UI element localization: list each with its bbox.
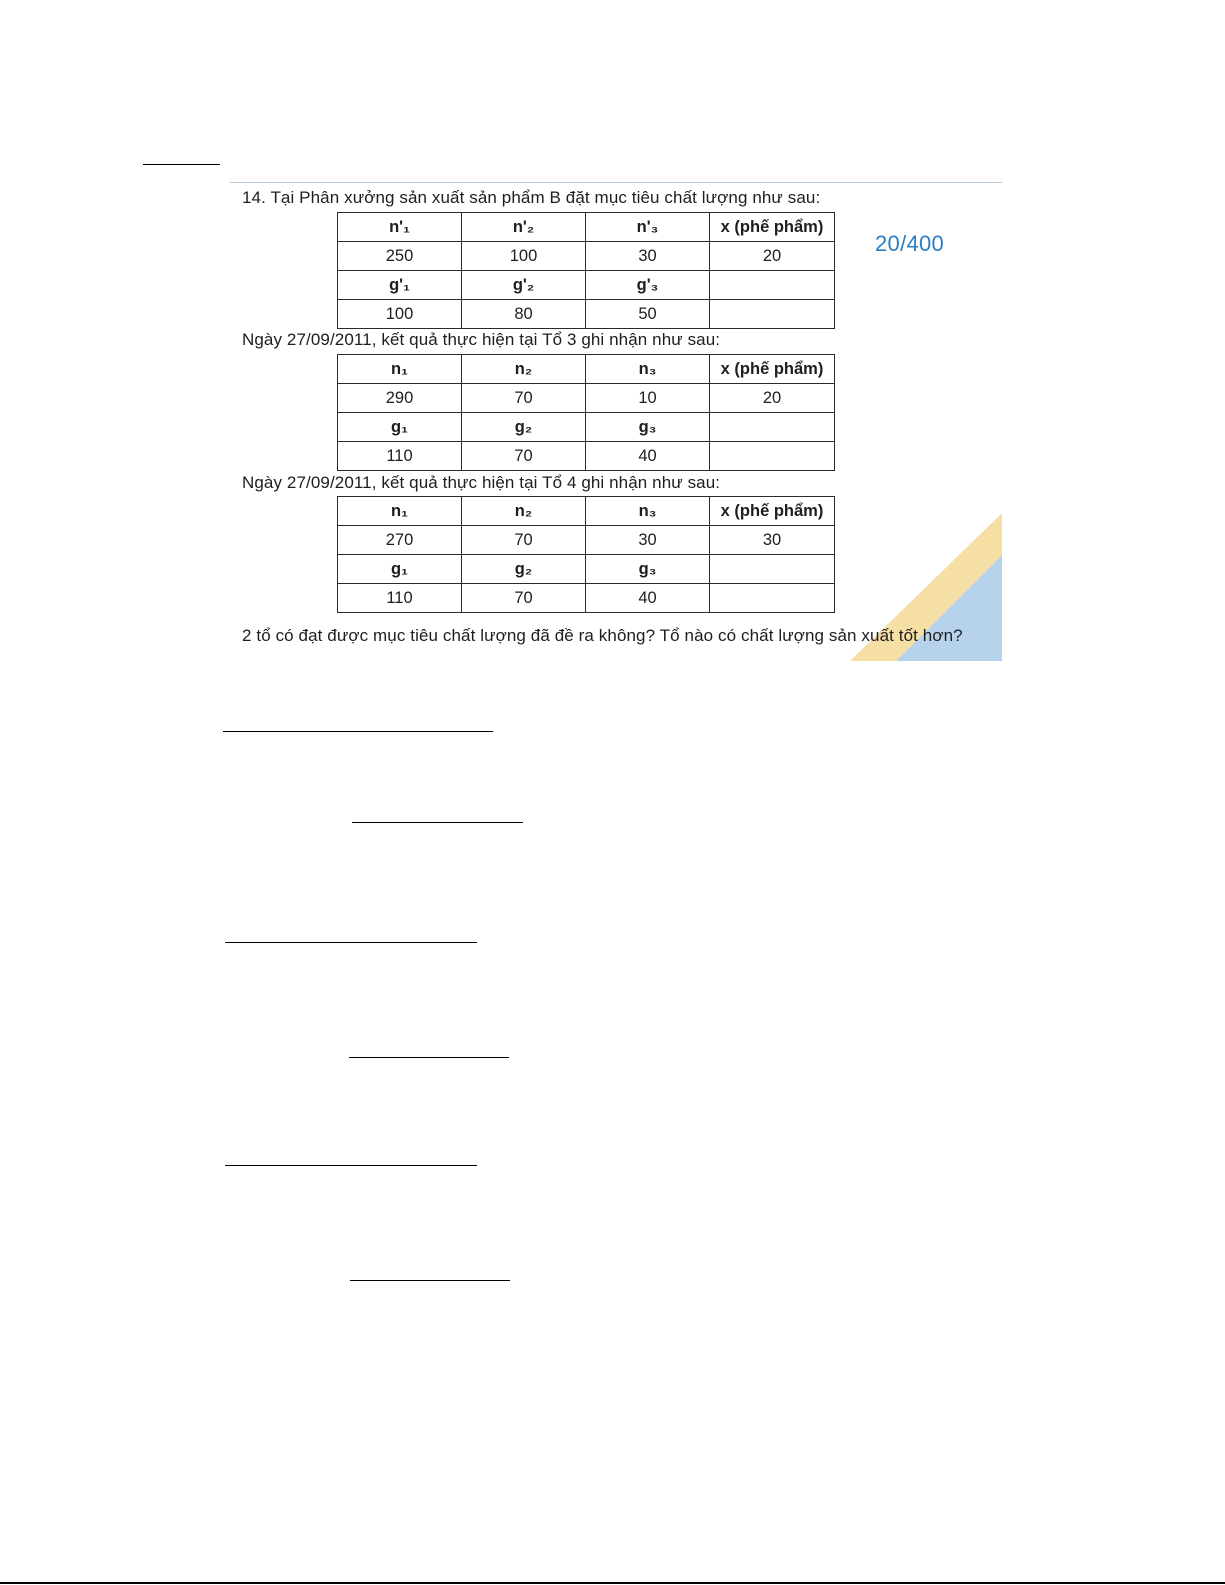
table-cell: 20 [710,242,835,271]
table-cell: g₃ [586,413,710,442]
table-row [338,526,835,555]
question-text: 2 tổ có đạt được mục tiêu chất lượng đã đề ra không? Tổ nào có chất lượng sản xuất tốt hơn? [242,626,963,645]
table-cell: 40 [586,584,710,613]
table-row [338,355,835,384]
table-cell: 10 [586,384,710,413]
table-cell: n₂ [462,355,586,384]
answer-rule-2 [352,822,523,823]
table-cell: 110 [338,442,462,471]
table-cell: 80 [462,300,586,329]
answer-rule-5 [225,1165,477,1166]
table-cell: 20 [710,384,835,413]
table-cell: 50 [586,300,710,329]
table-cell: x (phế phẩm) [710,497,835,526]
table-cell: 290 [338,384,462,413]
table-cell [710,584,835,613]
table-cell: 100 [462,242,586,271]
table-cell: n₃ [586,355,710,384]
table-cell: n'₂ [462,213,586,242]
table-cell [710,442,835,471]
table-cell: n₁ [338,497,462,526]
score-label: 20/400 [875,231,945,256]
table-row [338,584,835,613]
table-cell: 30 [710,526,835,555]
table-cell: 40 [586,442,710,471]
table-cell: 70 [462,526,586,555]
table-cell: g₁ [338,555,462,584]
table-cell: x (phế phẩm) [710,355,835,384]
table-cell: n₃ [586,497,710,526]
table-cell: 250 [338,242,462,271]
table-row [338,413,835,442]
table-cell: 30 [586,526,710,555]
table-cell: g'₂ [462,271,586,300]
table-row [338,242,835,271]
table-row [338,442,835,471]
team4-intro: Ngày 27/09/2011, kết quả thực hiện tại Tổ 4 ghi nhận như sau: [242,473,721,492]
table-cell: g₂ [462,413,586,442]
table-cell: g'₁ [338,271,462,300]
answer-rule-6 [350,1280,510,1281]
table-cell: n₁ [338,355,462,384]
table-cell [710,555,835,584]
table-row [338,384,835,413]
table-cell: n'₃ [586,213,710,242]
table-cell: 70 [462,442,586,471]
table-cell: n'₁ [338,213,462,242]
answer-rule-1 [223,731,493,732]
table-cell: x (phế phẩm) [710,213,835,242]
table-cell: g₂ [462,555,586,584]
problem-title: 14. Tại Phân xưởng sản xuất sản phẩm B đặt mục tiêu chất lượng như sau: [242,188,821,207]
table-cell: 270 [338,526,462,555]
table-row [338,213,835,242]
problem-image [230,182,1002,661]
answer-rule-4 [349,1057,509,1058]
target-table [337,212,835,329]
table-row [338,300,835,329]
table-cell: 30 [586,242,710,271]
team3-table [337,354,835,471]
table-cell [710,271,835,300]
page-bottom-border [0,1582,1225,1584]
table-cell [710,413,835,442]
table-cell: 110 [338,584,462,613]
table-cell: n₂ [462,497,586,526]
table-row [338,271,835,300]
table-cell: g'₃ [586,271,710,300]
table-cell: 70 [462,384,586,413]
table-cell [710,300,835,329]
team3-intro: Ngày 27/09/2011, kết quả thực hiện tại Tổ 3 ghi nhận như sau: [242,330,721,349]
table-cell: g₃ [586,555,710,584]
table-cell: g₁ [338,413,462,442]
table-row [338,497,835,526]
team4-table [337,496,835,613]
table-row [338,555,835,584]
table-cell: 70 [462,584,586,613]
table-cell: 100 [338,300,462,329]
answer-rule-3 [225,942,477,943]
answer-rule-top [143,164,220,165]
